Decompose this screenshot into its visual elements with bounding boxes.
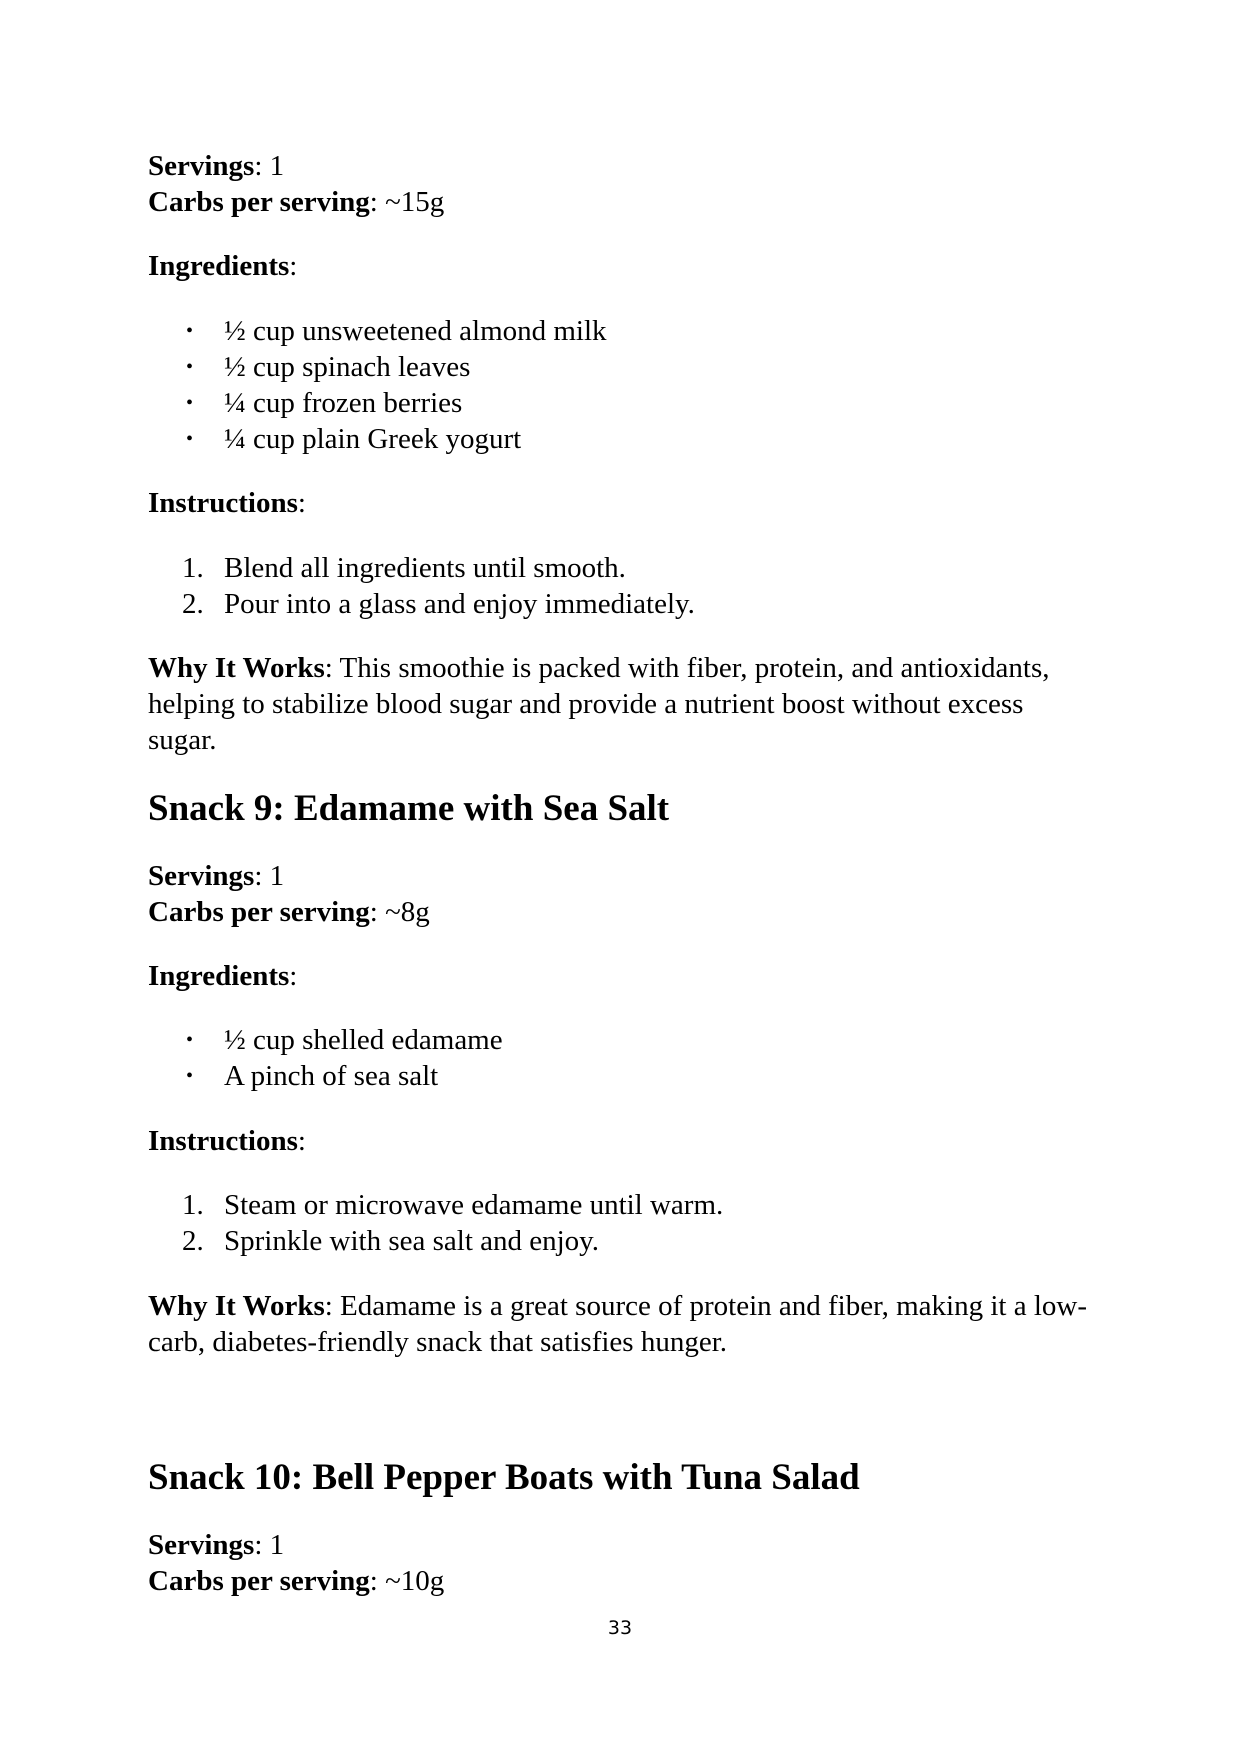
step-number: 1. — [182, 1189, 204, 1221]
carbs-label: Carbs per serving — [148, 896, 370, 928]
carbs-line — [148, 894, 430, 930]
page-number: 33 — [607, 1617, 633, 1639]
ingredient-item — [186, 349, 470, 385]
carbs-label: Carbs per serving — [148, 186, 370, 218]
step-text: Sprinkle with sea salt and enjoy. — [224, 1225, 600, 1257]
instructions-colon: : — [297, 1125, 306, 1157]
servings-label: Servings — [148, 150, 255, 182]
servings-line — [148, 148, 284, 184]
servings-value: : 1 — [254, 150, 285, 182]
instructions-heading — [148, 1123, 306, 1159]
step-number: 2. — [182, 588, 204, 620]
instructions-colon: : — [297, 487, 306, 519]
servings-label: Servings — [148, 860, 255, 892]
ingredients-label: Ingredients — [148, 250, 290, 282]
instruction-step — [182, 1187, 723, 1223]
carbs-line — [148, 1563, 444, 1599]
carbs-value: : ~10g — [369, 1565, 445, 1597]
ingredients-heading — [148, 958, 297, 994]
bullet-marker: • — [186, 320, 194, 342]
step-number: 2. — [182, 1225, 204, 1257]
instructions-label: Instructions — [148, 487, 298, 519]
why-text: : This smoothie is packed with fiber, protein, and antioxidants, helping to stabilize blood sugar and provide a nutrient boost without excess sugar. — [148, 652, 1050, 756]
ingredient-item — [186, 421, 521, 457]
servings-label: Servings — [148, 1529, 255, 1561]
recipe-title: Snack 9: Edamame with Sea Salt — [148, 788, 670, 829]
ingredient-item — [186, 1058, 438, 1094]
servings-line — [148, 858, 284, 894]
instruction-step — [182, 550, 626, 586]
why-it-works-paragraph — [148, 1288, 1088, 1360]
ingredients-colon: : — [289, 960, 298, 992]
bullet-marker: • — [186, 428, 194, 450]
ingredient-text: ½ cup spinach leaves — [224, 351, 471, 383]
bullet-marker: • — [186, 1065, 194, 1087]
ingredient-text: ¼ cup frozen berries — [224, 387, 463, 419]
bullet-marker: • — [186, 356, 194, 378]
step-text: Steam or microwave edamame until warm. — [224, 1189, 724, 1221]
why-text: : Edamame is a great source of protein and fiber, making it a low-carb, diabetes-friendly snack that satisfies hunger. — [148, 1290, 1087, 1358]
servings-value: : 1 — [254, 860, 285, 892]
instructions-label: Instructions — [148, 1125, 298, 1157]
ingredient-item — [186, 313, 607, 349]
servings-line — [148, 1527, 284, 1563]
carbs-label: Carbs per serving — [148, 1565, 370, 1597]
carbs-line — [148, 184, 444, 220]
instruction-step — [182, 586, 695, 622]
why-label: Why It Works — [148, 652, 325, 684]
ingredient-item — [186, 1022, 503, 1058]
carbs-value: : ~8g — [369, 896, 430, 928]
ingredient-text: A pinch of sea salt — [224, 1060, 439, 1092]
ingredient-item — [186, 385, 462, 421]
ingredients-colon: : — [289, 250, 298, 282]
bullet-marker: • — [186, 392, 194, 414]
instruction-step — [182, 1223, 599, 1259]
bullet-marker: • — [186, 1029, 194, 1051]
servings-value: : 1 — [254, 1529, 285, 1561]
carbs-value: : ~15g — [369, 186, 445, 218]
step-number: 1. — [182, 552, 204, 584]
instructions-heading — [148, 485, 306, 521]
ingredients-heading — [148, 248, 297, 284]
ingredient-text: ½ cup unsweetened almond milk — [224, 315, 607, 347]
ingredient-text: ¼ cup plain Greek yogurt — [224, 423, 522, 455]
step-text: Pour into a glass and enjoy immediately. — [224, 588, 695, 620]
step-text: Blend all ingredients until smooth. — [224, 552, 626, 584]
ingredient-text: ½ cup shelled edamame — [224, 1024, 503, 1056]
why-label: Why It Works — [148, 1290, 325, 1322]
recipe-title: Snack 10: Bell Pepper Boats with Tuna Salad — [148, 1457, 860, 1498]
why-it-works-paragraph — [148, 650, 1088, 758]
ingredients-label: Ingredients — [148, 960, 290, 992]
